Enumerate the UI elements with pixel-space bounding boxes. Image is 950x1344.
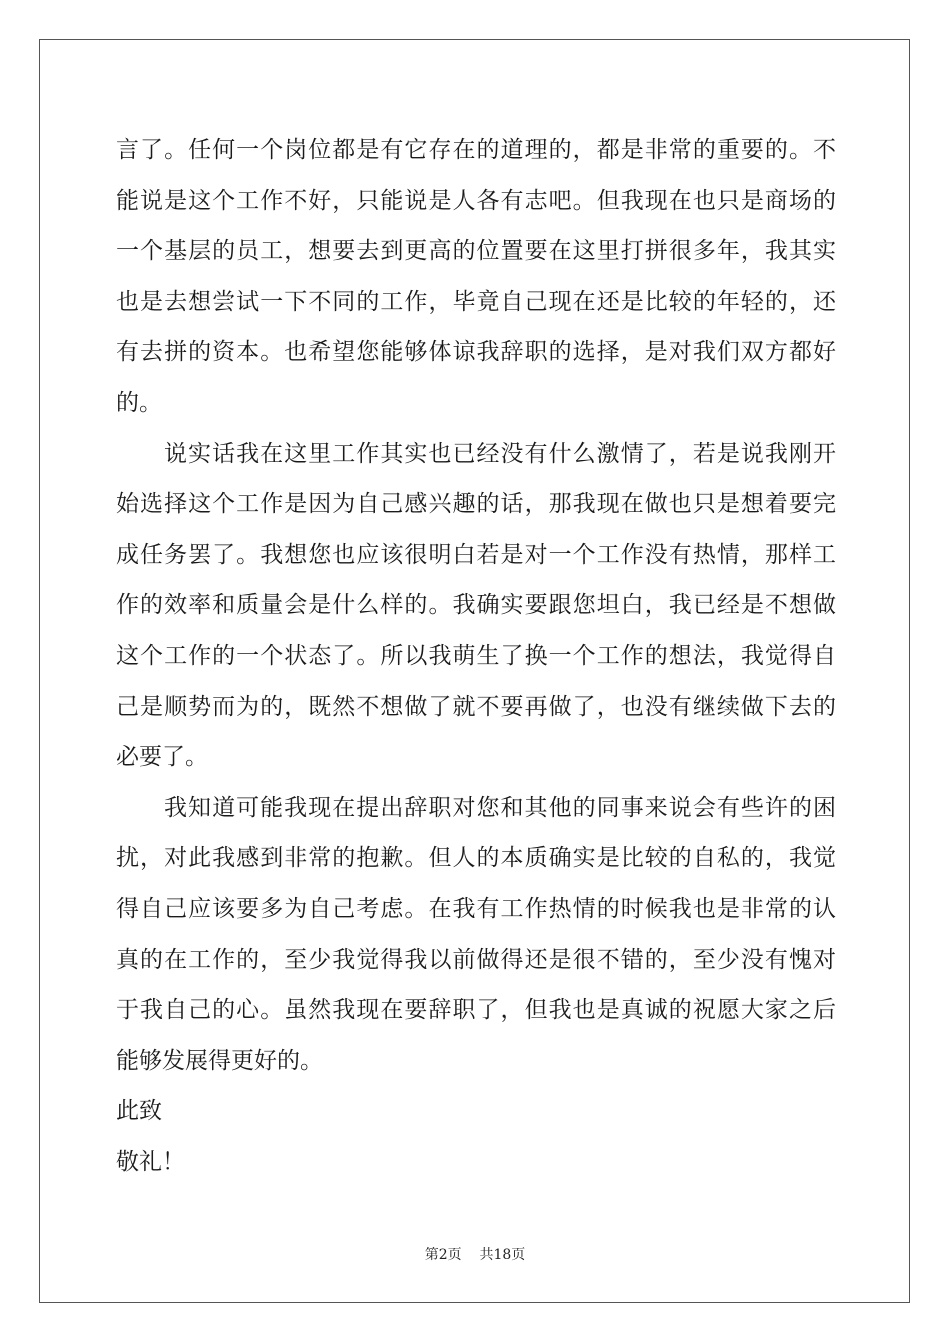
text-line: 我知道可能我现在提出辞职对您和其他的同事来说会有些许的困 [164, 794, 836, 821]
text-line: 己是顺势而为的，既然不想做了就不要再做了，也没有继续做下去的 [116, 693, 836, 720]
letter-body [116, 125, 836, 1187]
text-line: 始选择这个工作是因为自己感兴趣的话，那我现在做也只是想着要完 [116, 491, 836, 518]
text-line: 言了。任何一个岗位都是有它存在的道理的，都是非常的重要的。不 [116, 137, 836, 163]
text-line: 成任务罢了。我想您也应该很明白若是对一个工作没有热情，那样工 [116, 541, 836, 568]
text-line: 的。 [116, 389, 162, 416]
text-line: 作的效率和质量会是什么样的。我确实要跟您坦白，我已经是不想做 [116, 592, 836, 619]
page-footer [0, 1244, 950, 1264]
closing-salutation: 此致 [116, 1098, 162, 1125]
text-line: 得自己应该要多为自己考虑。在我有工作热情的时候我也是非常的认 [116, 895, 836, 922]
text-line: 一个基层的员工，想要去到更高的位置要在这里打拼很多年，我其实 [116, 238, 836, 265]
text-line: 扰，对此我感到非常的抱歉。但人的本质确实是比较的自私的，我觉 [116, 845, 836, 872]
page-total: 共18页 [479, 1247, 526, 1263]
text-line: 能说是这个工作不好，只能说是人各有志吧。但我现在也只是商场的 [116, 187, 836, 214]
text-line: 必要了。 [116, 744, 208, 771]
text-line: 真的在工作的，至少我觉得我以前做得还是很不错的，至少没有愧对 [116, 946, 836, 973]
text-line: 能够发展得更好的。 [116, 1047, 323, 1074]
closing-regards: 敬礼！ [116, 1148, 185, 1175]
page-number: 第2页 [424, 1247, 462, 1263]
text-line: 也是去想尝试一下不同的工作，毕竟自己现在还是比较的年轻的，还 [116, 288, 836, 315]
text-line: 说实话我在这里工作其实也已经没有什么激情了，若是说我刚开 [164, 440, 836, 467]
text-line: 于我自己的心。虽然我现在要辞职了，但我也是真诚的祝愿大家之后 [116, 997, 836, 1024]
text-line: 这个工作的一个状态了。所以我萌生了换一个工作的想法，我觉得自 [116, 642, 836, 669]
text-line: 有去拼的资本。也希望您能够体谅我辞职的选择，是对我们双方都好 [116, 339, 836, 366]
